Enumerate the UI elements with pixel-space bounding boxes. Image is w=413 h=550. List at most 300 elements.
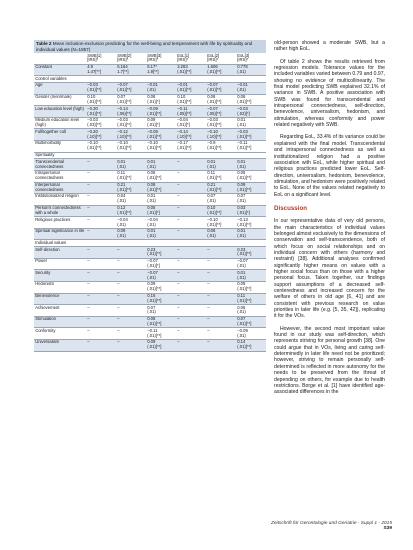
cell-value: 0.07 bbox=[237, 316, 246, 322]
table-cell bbox=[206, 106, 236, 118]
cell-value: (.01)[**] bbox=[87, 87, 102, 93]
table-cell bbox=[206, 328, 236, 340]
table-cell bbox=[176, 217, 206, 229]
cell-value: −0.11 bbox=[237, 140, 248, 146]
cell-value: (.01)[**] bbox=[87, 145, 102, 151]
cell-value: 0.06 bbox=[237, 304, 246, 310]
table-cell bbox=[176, 170, 206, 182]
cell-value: – bbox=[177, 293, 180, 298]
table-cell bbox=[206, 159, 236, 171]
table-cell bbox=[146, 141, 176, 153]
cell-value: −0.10 bbox=[87, 140, 98, 146]
table-cell bbox=[86, 170, 116, 182]
table-cell bbox=[236, 129, 266, 141]
row-label: Full/together coll bbox=[34, 129, 86, 141]
cell-value: – bbox=[87, 281, 90, 287]
row-label: Transcendental connectedness bbox=[34, 159, 86, 171]
table-row bbox=[34, 182, 266, 194]
cell-value: – bbox=[87, 258, 90, 264]
cell-value: – bbox=[87, 269, 90, 275]
cell-value: −0.30 bbox=[87, 105, 98, 111]
cell-value: 0.10 bbox=[177, 94, 186, 100]
table-cell bbox=[86, 339, 116, 351]
cell-value: −0.09 bbox=[147, 105, 158, 111]
row-label: Age bbox=[34, 83, 86, 95]
table-cell bbox=[206, 217, 236, 229]
column-label: SWB[3] bbox=[147, 53, 162, 58]
cell-value: −0.14 bbox=[117, 105, 128, 111]
cell-value: (.03)[**] bbox=[87, 122, 102, 128]
table-cell bbox=[86, 247, 116, 259]
table-cell bbox=[236, 64, 266, 76]
cell-value: (.01) bbox=[147, 198, 156, 204]
table-row bbox=[34, 129, 266, 141]
cell-value: (.01)[**] bbox=[207, 145, 222, 151]
cell-value: 0.16 bbox=[147, 293, 156, 298]
cell-value: (.10)[**] bbox=[177, 133, 192, 139]
table-cell bbox=[206, 64, 236, 76]
cell-value: −0.07 bbox=[147, 269, 158, 275]
cell-value: −0.03 bbox=[87, 82, 98, 88]
cell-value: −0.10 bbox=[147, 140, 158, 146]
cell-value: 0.07 bbox=[237, 193, 246, 199]
cell-value: 1.47[**] bbox=[87, 69, 101, 75]
table-row bbox=[34, 159, 266, 171]
cell-value: – bbox=[87, 293, 90, 298]
table-cell bbox=[206, 83, 236, 95]
cell-value: – bbox=[177, 182, 180, 187]
table-cell bbox=[236, 217, 266, 229]
cell-value: −0.10 bbox=[207, 128, 218, 134]
table-caption bbox=[34, 40, 266, 53]
cell-value: – bbox=[177, 246, 180, 252]
cell-value: (.01)[**] bbox=[237, 98, 252, 104]
cell-value: −0.03 bbox=[207, 117, 218, 123]
table-row bbox=[34, 247, 266, 259]
table-cell bbox=[146, 117, 176, 129]
row-label: Universalism bbox=[34, 339, 86, 351]
cell-value: (.01)[**] bbox=[117, 186, 132, 192]
table-cell bbox=[176, 194, 206, 206]
cell-value: 0.21 bbox=[207, 182, 216, 187]
cell-value: 0.10 bbox=[87, 94, 96, 100]
table-row bbox=[34, 281, 266, 293]
cell-value: – bbox=[117, 269, 120, 275]
cell-value: (.01) bbox=[237, 69, 246, 75]
paragraph: However, the second most important value found in our study was self-direction, which represents striving for personal growth [38]. One could argue that in VOs, living and caring self-determinedly in later life need not be prioritized; however, striving to remain personally self-determined is reflected in more autonomy for the needs to be preserved from the threat of depending on others, for example due to health restrictions. Borge et al. [1] have identified age-associated differences in the bbox=[274, 325, 385, 396]
row-label: Intrapersonal connectedness bbox=[34, 170, 86, 182]
cell-value: (.01)[**] bbox=[147, 251, 162, 257]
cell-value: (.05)[**] bbox=[207, 110, 222, 116]
table-cell bbox=[146, 339, 176, 351]
cell-value: – bbox=[87, 228, 90, 234]
cell-value: (.01)[**] bbox=[117, 175, 132, 181]
cell-value: (.01) bbox=[237, 309, 246, 315]
table-cell bbox=[146, 106, 176, 118]
cell-value: (.10)[**] bbox=[207, 133, 222, 139]
cell-value: (.01)[**] bbox=[237, 251, 252, 257]
cell-value: – bbox=[177, 193, 180, 199]
cell-value: – bbox=[207, 246, 210, 252]
cell-value: (.01) bbox=[237, 233, 246, 239]
cell-value: – bbox=[117, 258, 120, 264]
cell-value: −0.01 bbox=[177, 82, 188, 88]
table-cell bbox=[236, 305, 266, 317]
cell-value: (.01)[**] bbox=[117, 145, 132, 151]
table-cell bbox=[146, 159, 176, 171]
cell-value: – bbox=[177, 170, 180, 176]
table-cell bbox=[86, 117, 116, 129]
cell-value: (.01)[**] bbox=[117, 122, 132, 128]
table-header-row bbox=[34, 53, 266, 64]
cell-value: −0.03 bbox=[117, 117, 128, 123]
cell-value: – bbox=[117, 339, 120, 345]
section-label: Spirituality bbox=[34, 152, 266, 159]
table-cell bbox=[146, 217, 176, 229]
cell-value: – bbox=[177, 281, 180, 287]
cell-value: (.01) bbox=[207, 233, 216, 239]
cell-value: – bbox=[87, 339, 90, 345]
table-header-cell bbox=[116, 53, 146, 64]
table-cell bbox=[176, 159, 206, 171]
table-cell bbox=[86, 205, 116, 217]
cell-value: 0.06 bbox=[207, 228, 216, 234]
row-label: Low education level (high) bbox=[34, 106, 86, 118]
table-cell bbox=[206, 293, 236, 305]
column-sublabel: [IRS]* bbox=[117, 57, 129, 63]
table-cell bbox=[86, 293, 116, 305]
cell-value: (.01)[**] bbox=[87, 98, 102, 104]
table-cell bbox=[146, 328, 176, 340]
cell-value: – bbox=[177, 158, 180, 164]
table-cell bbox=[176, 293, 206, 305]
cell-value: −0.03 bbox=[237, 128, 248, 134]
table-cell bbox=[146, 293, 176, 305]
cell-value: (.01)[**] bbox=[237, 175, 252, 181]
table-cell bbox=[236, 194, 266, 206]
table-cell bbox=[236, 281, 266, 293]
cell-value: (.01)[**] bbox=[147, 332, 162, 338]
table-header-cell bbox=[146, 53, 176, 64]
row-label: Hedonism bbox=[34, 281, 86, 293]
table-cell bbox=[236, 141, 266, 153]
table-cell bbox=[116, 129, 146, 141]
cell-value: −0.9 bbox=[207, 140, 216, 146]
cell-value: 0.11 bbox=[237, 293, 246, 298]
column-label: SWB[2] bbox=[117, 53, 132, 58]
cell-value: (.01) bbox=[207, 163, 216, 169]
cell-value: – bbox=[117, 316, 120, 322]
table-row bbox=[34, 94, 266, 106]
table-cell bbox=[116, 217, 146, 229]
cell-value: (.05)[**] bbox=[177, 110, 192, 116]
table-cell bbox=[236, 205, 266, 217]
table-cell bbox=[86, 316, 116, 328]
cell-value: (.01)[**] bbox=[147, 133, 162, 139]
table-header-cell bbox=[206, 53, 236, 64]
table-cell bbox=[116, 117, 146, 129]
cell-value: 4.9 bbox=[87, 64, 94, 70]
table-header-cell bbox=[176, 53, 206, 64]
cell-value: – bbox=[207, 293, 210, 298]
table-cell bbox=[86, 64, 116, 76]
cell-value: 0.01 bbox=[237, 117, 246, 123]
table-cell bbox=[86, 83, 116, 95]
table-cell bbox=[146, 281, 176, 293]
table-row bbox=[34, 217, 266, 229]
table-grid bbox=[34, 53, 266, 351]
table-cell bbox=[116, 247, 146, 259]
table-cell bbox=[86, 217, 116, 229]
table-cell bbox=[116, 305, 146, 317]
row-label: Religious practices bbox=[34, 217, 86, 229]
table-cell bbox=[236, 117, 266, 129]
cell-value: (.01)[**] bbox=[207, 221, 222, 227]
column-sublabel: [IRS]* bbox=[87, 57, 99, 63]
table-cell bbox=[146, 305, 176, 317]
table-cell bbox=[206, 228, 236, 240]
table-cell bbox=[116, 64, 146, 76]
table-cell bbox=[176, 64, 206, 76]
table-cell bbox=[176, 305, 206, 317]
table-cell bbox=[176, 141, 206, 153]
cell-value: 0.08 bbox=[147, 182, 156, 187]
cell-value: 3.263 bbox=[177, 64, 188, 70]
row-label: Gender (men/male) bbox=[34, 94, 86, 106]
table-row bbox=[34, 106, 266, 118]
table-cell bbox=[236, 83, 266, 95]
cell-value: – bbox=[207, 316, 210, 322]
table-section-row bbox=[34, 152, 266, 159]
cell-value: (.01) bbox=[237, 263, 246, 269]
table-cell bbox=[86, 305, 116, 317]
table-cell bbox=[236, 247, 266, 259]
cell-value: 0.23 bbox=[147, 246, 156, 252]
page-number: S39 bbox=[383, 526, 392, 531]
table-cell bbox=[86, 141, 116, 153]
cell-value: 0.07 bbox=[117, 94, 126, 100]
journal-name: Zeitschrift für Gerontologie und Geriatrie · Suppl 1 · 2015 bbox=[270, 521, 392, 526]
table-cell bbox=[176, 328, 206, 340]
table-row bbox=[34, 228, 266, 240]
cell-value: 0.10 bbox=[207, 205, 216, 211]
table-cell bbox=[206, 281, 236, 293]
cell-value: – bbox=[117, 246, 120, 252]
cell-value: (.01)[**] bbox=[177, 98, 192, 104]
table-cell bbox=[86, 159, 116, 171]
table-cell bbox=[176, 316, 206, 328]
table-cell bbox=[86, 106, 116, 118]
table-cell bbox=[116, 339, 146, 351]
cell-value: 0.06 bbox=[207, 94, 216, 100]
cell-value: 0.09 bbox=[147, 281, 156, 287]
column-label: EoL[1] bbox=[177, 53, 190, 58]
cell-value: 1.9[**] bbox=[147, 69, 159, 75]
cell-value: (.01)[*] bbox=[147, 98, 160, 104]
cell-value: (.01)[**] bbox=[207, 98, 222, 104]
cell-value: −0.10 bbox=[207, 216, 218, 222]
table-header-corner bbox=[34, 53, 86, 64]
cell-value: (.01) bbox=[147, 233, 156, 239]
cell-value: (.01) bbox=[237, 198, 246, 204]
table-cell bbox=[146, 83, 176, 95]
table-cell bbox=[176, 205, 206, 217]
table-cell bbox=[176, 94, 206, 106]
cell-value: – bbox=[87, 216, 90, 222]
table-cell bbox=[176, 228, 206, 240]
cell-value: – bbox=[117, 327, 120, 333]
cell-value: (.10)[**] bbox=[87, 133, 102, 139]
cell-value: 0.11 bbox=[117, 170, 126, 176]
table-cell bbox=[146, 270, 176, 282]
table-row bbox=[34, 170, 266, 182]
cell-value: (.02)[*] bbox=[237, 110, 250, 116]
cell-value: −0.01 bbox=[147, 82, 158, 88]
table-cell bbox=[176, 117, 206, 129]
cell-value: 0.09 bbox=[147, 339, 156, 345]
table-row bbox=[34, 305, 266, 317]
table-cell bbox=[236, 170, 266, 182]
row-label: Security bbox=[34, 270, 86, 282]
cell-value: – bbox=[117, 304, 120, 310]
cell-value: (.01)[**] bbox=[237, 145, 252, 151]
cell-value: (.01) bbox=[237, 332, 246, 338]
cell-value: (.01)[*] bbox=[237, 209, 250, 215]
table-cell bbox=[206, 339, 236, 351]
cell-value: (.01)[**] bbox=[207, 69, 222, 75]
table-row bbox=[34, 83, 266, 95]
table-cell bbox=[236, 94, 266, 106]
column-sublabel: [IRS]* bbox=[207, 57, 219, 63]
cell-value: (.01) bbox=[117, 221, 126, 227]
cell-value: (.01)[**] bbox=[117, 98, 132, 104]
cell-value: 0.01 bbox=[237, 228, 246, 234]
cell-value: 5.17* bbox=[147, 64, 157, 70]
cell-value: 0.01 bbox=[117, 158, 126, 164]
cell-value: (.01)[**] bbox=[207, 186, 222, 192]
cell-value: 0.07 bbox=[207, 193, 216, 199]
table-cell bbox=[236, 339, 266, 351]
cell-value: 0.06 bbox=[147, 94, 156, 100]
table-cell bbox=[206, 194, 236, 206]
table-row bbox=[34, 141, 266, 153]
table-row bbox=[34, 258, 266, 270]
table-header-cell bbox=[86, 53, 116, 64]
table-cell bbox=[116, 106, 146, 118]
row-label: Interpersonal connectedness bbox=[34, 182, 86, 194]
paragraph: Of table 2 shows the results retrieved from regression models. Tolerance values for the included variables varied between 0.79 and 0.97, showing no evidence of multicollinearity. The final model predicting SWB explained 32.1% of variance in SWB. A positive association with SWB was found for transcendental and intrapersonal connectedness, self-direction, benevolence, universalism, hedonism, and stimulation, whereas conformity and power related negatively with SWB. bbox=[274, 58, 385, 129]
column-label: EoL[3] bbox=[237, 53, 250, 58]
column-label: SWB[1] bbox=[87, 53, 102, 58]
cell-value: (.01) bbox=[147, 309, 156, 315]
table-section-row bbox=[34, 76, 266, 83]
cell-value: (.01)[**] bbox=[177, 69, 192, 75]
cell-value: (.01)[**] bbox=[177, 87, 192, 93]
cell-value: – bbox=[87, 170, 90, 176]
row-label: Benevolence bbox=[34, 293, 86, 305]
cell-value: – bbox=[117, 281, 120, 287]
row-label: Self-direction bbox=[34, 247, 86, 259]
cell-value: (.01)[**] bbox=[207, 209, 222, 215]
table-cell bbox=[146, 316, 176, 328]
cell-value: – bbox=[207, 339, 210, 345]
cell-value: – bbox=[177, 228, 180, 234]
cell-value: 0.09 bbox=[117, 228, 126, 234]
table-cell bbox=[176, 182, 206, 194]
cell-value: – bbox=[177, 216, 180, 222]
cell-value: – bbox=[177, 205, 180, 211]
table-row bbox=[34, 205, 266, 217]
paragraph: Regarding EoL, 33.4% of its variance could be explained with the final model. Transcendental and intrapersonal connectedness as well as institutionalized religion had a positive association with EoL, while higher spiritual and religious practices predicted lower EoL. Self-direction, universalism, hedonism, benevolence, stimulation, and hedonism were positively related to EoL. None of the values related negatively to EoL on a significant level. bbox=[274, 134, 385, 198]
column-label: EoL[2] bbox=[207, 53, 220, 58]
cell-value: (.01) bbox=[207, 198, 216, 204]
cell-value: – bbox=[177, 258, 180, 264]
cell-value: −0.09 bbox=[237, 327, 248, 333]
cell-value: (.01) bbox=[237, 274, 246, 280]
cell-value: – bbox=[177, 304, 180, 310]
cell-value: −0.01 bbox=[237, 82, 248, 88]
cell-value: (.01)[**] bbox=[147, 175, 162, 181]
cell-value: (.01) bbox=[147, 274, 156, 280]
cell-value: (.01) bbox=[237, 87, 246, 93]
cell-value: – bbox=[207, 327, 210, 333]
row-label: Multimorbidity bbox=[34, 141, 86, 153]
table-cell bbox=[86, 129, 116, 141]
cell-value: 0.01 bbox=[147, 193, 156, 199]
cell-value: −0.10 bbox=[117, 140, 128, 146]
cell-value: – bbox=[177, 316, 180, 322]
table-cell bbox=[236, 293, 266, 305]
cell-value: 0.07 bbox=[147, 304, 156, 310]
cell-value: −0.12 bbox=[117, 128, 128, 134]
cell-value: – bbox=[87, 182, 90, 187]
table-cell bbox=[86, 228, 116, 240]
cell-value: 0.01 bbox=[237, 158, 246, 164]
table-cell bbox=[116, 205, 146, 217]
cell-value: (.06)[**] bbox=[117, 110, 132, 116]
table-header-cell bbox=[236, 53, 266, 64]
column-sublabel: [IRS]* bbox=[177, 57, 189, 63]
table-cell bbox=[176, 270, 206, 282]
cell-value: – bbox=[87, 304, 90, 310]
cell-value: 0.04 bbox=[117, 193, 126, 199]
row-label: Conformity bbox=[34, 328, 86, 340]
table-cell bbox=[116, 159, 146, 171]
table-cell bbox=[176, 106, 206, 118]
cell-value: (.01) bbox=[117, 233, 126, 239]
cell-value: −0.11 bbox=[177, 105, 188, 111]
table-cell bbox=[236, 106, 266, 118]
cell-value: (.01) bbox=[237, 122, 246, 128]
cell-value: (.01)[*] bbox=[147, 209, 160, 215]
row-label: Spiritual significance in life bbox=[34, 228, 86, 240]
right-column-text bbox=[274, 40, 385, 402]
cell-value: −0.07 bbox=[207, 105, 218, 111]
cell-value: −0.07 bbox=[147, 258, 158, 264]
cell-value: 0.11 bbox=[207, 170, 216, 176]
page-footer bbox=[262, 521, 392, 531]
cell-value: (.01)[**] bbox=[177, 145, 192, 151]
cell-value: −0.14 bbox=[177, 128, 188, 134]
cell-value: 5.164 bbox=[117, 64, 128, 70]
table-cell bbox=[206, 258, 236, 270]
cell-value: −0.13 bbox=[237, 216, 248, 222]
table-row bbox=[34, 117, 266, 129]
cell-value: 1.7[**] bbox=[117, 69, 129, 75]
cell-value: 0.09 bbox=[237, 182, 246, 187]
table-cell bbox=[86, 258, 116, 270]
table-row bbox=[34, 339, 266, 351]
